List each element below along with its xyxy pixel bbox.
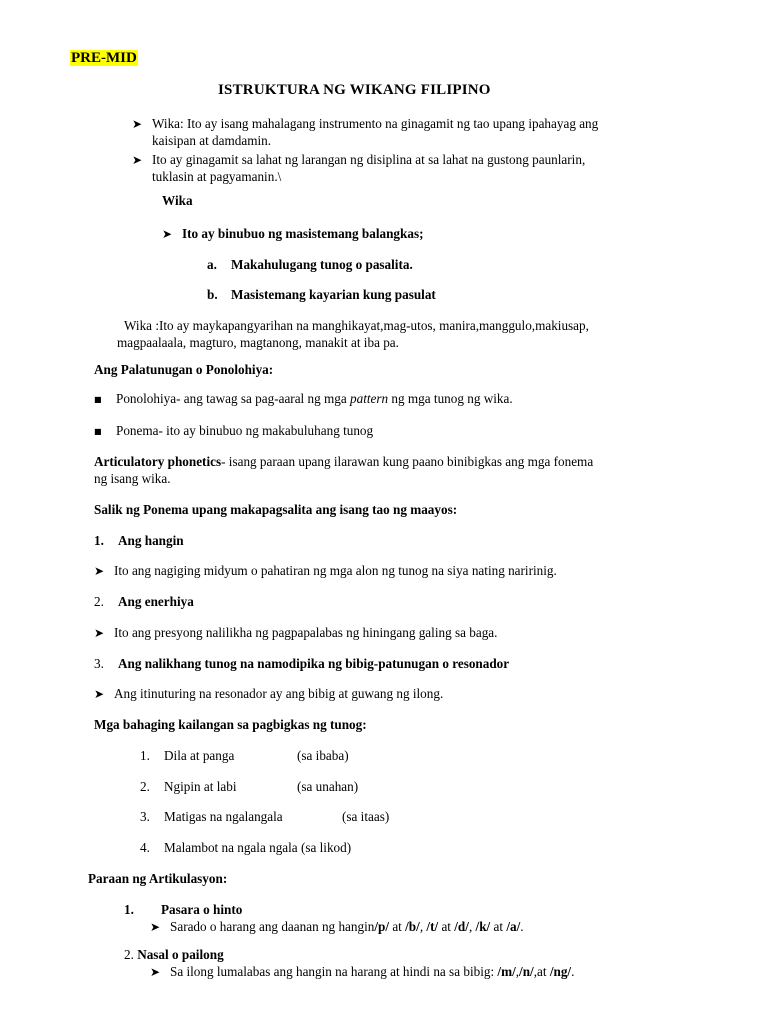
salik-item-3-title: 3. Ang nalikhang tunog na namodipika ng bibig-patunugan o resonador [94,656,510,671]
bahagi-item-3-note: (sa itaas) [342,809,390,824]
arrow-bullet-icon: ➤ [94,687,105,701]
arrow-bullet-icon: ➤ [94,626,105,640]
salik-item-3-desc: ➤ Ang itinuturing na resonador ay ang bibig at guwang ng ilong. [94,686,444,701]
bahagi-heading: Mga bahaging kailangan sa pagbigkas ng tunog: [94,717,367,732]
intro-bullet-2-cont: tuklasin at pagyamanin.\ [152,169,282,184]
articulatory-line1: Articulatory phonetics- isang paraan upang ilarawan kung paano binibigkas ang mga fonema [94,454,594,469]
salik-item-2-title: 2. Ang enerhiya [94,594,194,609]
bahagi-item-4: 4. Malambot na ngala ngala (sa likod) [140,840,352,855]
paraan-item-2-desc: ➤ Sa ilong lumalabas ang hangin na harang at hindi na sa bibig: /m/,/n/,at /ng/. [150,964,575,979]
intro-bullet-2: ➤ Ito ay ginagamit sa lahat ng larangan ng disiplina at sa lahat na gustong paunlarin, [132,152,586,167]
bahagi-item-3: 3. Matigas na ngalangala [140,809,283,824]
page-title: ISTRUKTURA NG WIKANG FILIPINO [218,82,491,98]
square-bullet-icon: ■ [94,427,102,437]
salik-item-1-title: 1. Ang hangin [94,533,184,548]
arrow-bullet-icon: ➤ [162,227,173,241]
square-bullet-icon: ■ [94,395,102,405]
wika-power-line1: Wika :Ito ay maykapangyarihan na manghikayat,mag-utos, manira,manggulo,makiusap, [124,318,589,333]
salik-item-2-desc: ➤ Ito ang presyong nalilikha ng pagpapalabas ng hiningang galing sa baga. [94,625,498,640]
wika-heading: Wika [162,193,193,208]
arrow-bullet-icon: ➤ [132,117,143,131]
bahagi-item-1: 1. Dila at panga [140,748,235,763]
palatunugan-heading: Ang Palatunugan o Ponolohiya: [94,362,274,377]
paraan-item-1-desc: ➤ Sarado o harang ang daanan ng hangin/p/ at /b/, /t/ at /d/, /k/ at /a/. [150,919,524,934]
paraan-heading: Paraan ng Artikulasyon: [88,871,228,886]
articulatory-line2: ng isang wika. [94,471,171,486]
palatunugan-item-1: ■ Ponolohiya- ang tawag sa pag-aaral ng mga pattern ng mga tunog ng wika. [94,391,513,406]
intro-bullet-1-cont: kaisipan at damdamin. [152,133,272,148]
pre-mid-label: PRE-MID [71,50,137,66]
bahagi-item-1-note: (sa ibaba) [297,748,349,763]
paraan-item-2-title: 2. Nasal o pailong [124,947,224,962]
arrow-bullet-icon: ➤ [150,920,161,934]
paraan-item-1-title: 1. Pasara o hinto [124,902,243,917]
wika-sub-b: b. Masistemang kayarian kung pasulat [207,287,436,302]
arrow-bullet-icon: ➤ [150,965,161,979]
palatunugan-item-2: ■ Ponema- ito ay binubuo ng makabuluhang tunog [94,423,374,438]
bahagi-item-2: 2. Ngipin at labi [140,779,237,794]
wika-sub-a: a. Makahulugang tunog o pasalita. [207,257,413,272]
wika-power-line2: magpaalaala, magturo, magtanong, manakit at iba pa. [117,335,399,350]
arrow-bullet-icon: ➤ [132,153,143,167]
bahagi-item-2-note: (sa unahan) [297,779,359,794]
arrow-bullet-icon: ➤ [94,564,105,578]
salik-heading: Salik ng Ponema upang makapagsalita ang isang tao ng maayos: [94,502,458,517]
intro-bullet-1: ➤ Wika: Ito ay isang mahalagang instrumento na ginagamit ng tao upang ipahayag ang [132,116,599,131]
salik-item-1-desc: ➤ Ito ang nagiging midyum o pahatiran ng mga alon ng tunog na siya nating naririnig. [94,563,557,578]
wika-bullet: ➤ Ito ay binubuo ng masistemang balangkas; [162,226,424,241]
